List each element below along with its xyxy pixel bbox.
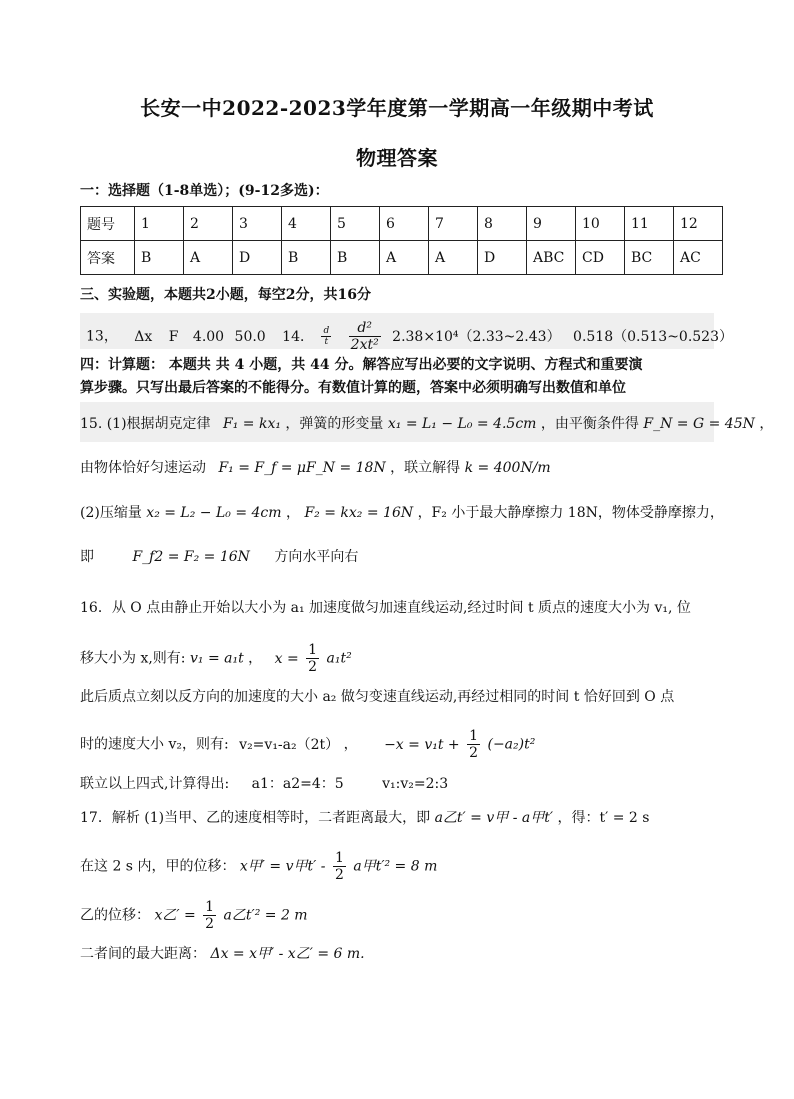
table-cell: 10 — [576, 207, 625, 241]
table-cell: AC — [674, 241, 723, 275]
q13-answer-a: Δx — [134, 328, 153, 345]
q17-line-1: 17．解析 (1)当甲、乙的速度相等时，二者距离最大，即 a乙t′ = v甲 - a甲t′ ，得：t′ = 2 s — [80, 810, 650, 826]
page-subtitle: 物理答案 — [356, 146, 438, 170]
table-cell: 7 — [429, 207, 478, 241]
q17-line-2: 在这 2 s 内，甲的位移： x甲′ = v甲t′ - $\frac{1}{2}$ a甲t′² = 8 m — [80, 850, 438, 884]
table-cell: ABC — [527, 241, 576, 275]
q13-answer-c: 4.00 — [192, 328, 225, 345]
fraction-half: $\frac{1}{2}$ — [308, 642, 318, 676]
page-title: 长安一中2022-2023学年度第一学期高一年级期中考试 — [140, 96, 654, 120]
q14-answer-d: 0.518（0.513~0.523） — [573, 328, 733, 345]
table-cell: CD — [576, 241, 625, 275]
q14-answer-c: 2.38×10⁴（2.33~2.43） — [392, 328, 561, 345]
table-cell: B — [135, 241, 184, 275]
q13-answer-d: 50.0 — [234, 328, 266, 345]
table-cell: D — [233, 241, 282, 275]
table-cell: A — [429, 241, 478, 275]
q13-q14-answers — [86, 320, 733, 353]
table-row-answers — [81, 241, 723, 275]
q13-number: 13， — [86, 328, 118, 345]
q15-line-4: 即 F_f2 = F₂ = 16N 方向水平向右 — [80, 549, 359, 565]
table-row-numbers — [81, 207, 723, 241]
q16-line-1: 16．从 O 点由静止开始以大小为 a₁ 加速度做匀加速直线运动,经过时间 t 质点的速度大小为 v₁, 位 — [80, 600, 691, 616]
q17-line-4: 二者间的最大距离： Δx = x甲′ - x乙′ = 6 m. — [80, 946, 365, 962]
table-cell: 5 — [331, 207, 380, 241]
q14-number: 14． — [282, 328, 314, 345]
row-label-answers: 答案 — [81, 241, 135, 275]
table-cell: A — [380, 241, 429, 275]
section4-heading-line2: 算步骤。只写出最后答案的不能得分。有数值计算的题，答案中必须明确写出数值和单位 — [80, 380, 626, 396]
table-cell: B — [331, 241, 380, 275]
table-cell: 6 — [380, 207, 429, 241]
fraction-half: $\frac{1}{2}$ — [334, 850, 344, 884]
table-cell: BC — [625, 241, 674, 275]
q13-answer-b: F — [168, 328, 179, 345]
table-cell: 3 — [233, 207, 282, 241]
table-cell: 1 — [135, 207, 184, 241]
q16-line-2: 移大小为 x,则有: v₁ = a₁t ， x = $\frac{1}{2}$ a₁t² — [80, 642, 352, 676]
q16-line-5: 联立以上四式,计算得出: a1：a2=4：5 v₁:v₂=2:3 — [80, 776, 449, 792]
table-cell: B — [282, 241, 331, 275]
section1-heading: 一：选择题（1-8单选）；(9-12多选)： — [80, 183, 329, 199]
table-cell: 9 — [527, 207, 576, 241]
row-label-numbers: 题号 — [81, 207, 135, 241]
table-cell: 2 — [184, 207, 233, 241]
table-cell: 8 — [478, 207, 527, 241]
q15-line-3: (2)压缩量 x₂ = L₂ − L₀ = 4cm ， F₂ = kx₂ = 16N ，F₂ 小于最大静摩擦力 18N，物体受静摩擦力， — [80, 505, 724, 521]
table-cell: D — [478, 241, 527, 275]
section3-heading: 三、实验题，本题共2小题，每空2分，共16分 — [80, 287, 371, 303]
q14-fraction-1: $\frac{d}{t}$ — [323, 325, 330, 348]
table-cell: A — [184, 241, 233, 275]
answer-table — [80, 206, 723, 275]
section4-heading-line1: 四：计算题： 本题共 共 4 小题，共 44 分。解答应写出必要的文字说明、方程式和重要演 — [80, 357, 643, 373]
q15-line-2: 由物体恰好匀速运动 F₁ = F_f = μF_N = 18N ，联立解得 k = 400N/m — [80, 460, 551, 476]
q14-fraction-2: $\frac{\text{d²}}{\text{2xt²}}$ — [350, 320, 379, 354]
q15-line-1: 15. (1)根据胡克定律 F₁ = kx₁ ，弹簧的形变量 x₁ = L₁ − L₀ = 4.5cm ，由平衡条件得 F_N = G = 45N ， — [80, 416, 774, 432]
table-cell: 12 — [674, 207, 723, 241]
q16-line-3: 此后质点立刻以反方向的加速度的大小 a₂ 做匀变速直线运动,再经过相同的时间 t 恰好回到 O 点 — [80, 689, 675, 705]
fraction-half: $\frac{1}{2}$ — [469, 728, 479, 762]
table-cell: 11 — [625, 207, 674, 241]
q17-line-3: 乙的位移： x乙′ = $\frac{1}{2}$ a乙t′² = 2 m — [80, 899, 308, 933]
table-cell: 4 — [282, 207, 331, 241]
q16-line-4: 时的速度大小 v₂，则有: v₂=v₁-a₂（2t） ， −x = v₁t + $\frac{1}{2}$ (−a₂)t² — [80, 728, 536, 762]
fraction-half: $\frac{1}{2}$ — [205, 899, 215, 933]
